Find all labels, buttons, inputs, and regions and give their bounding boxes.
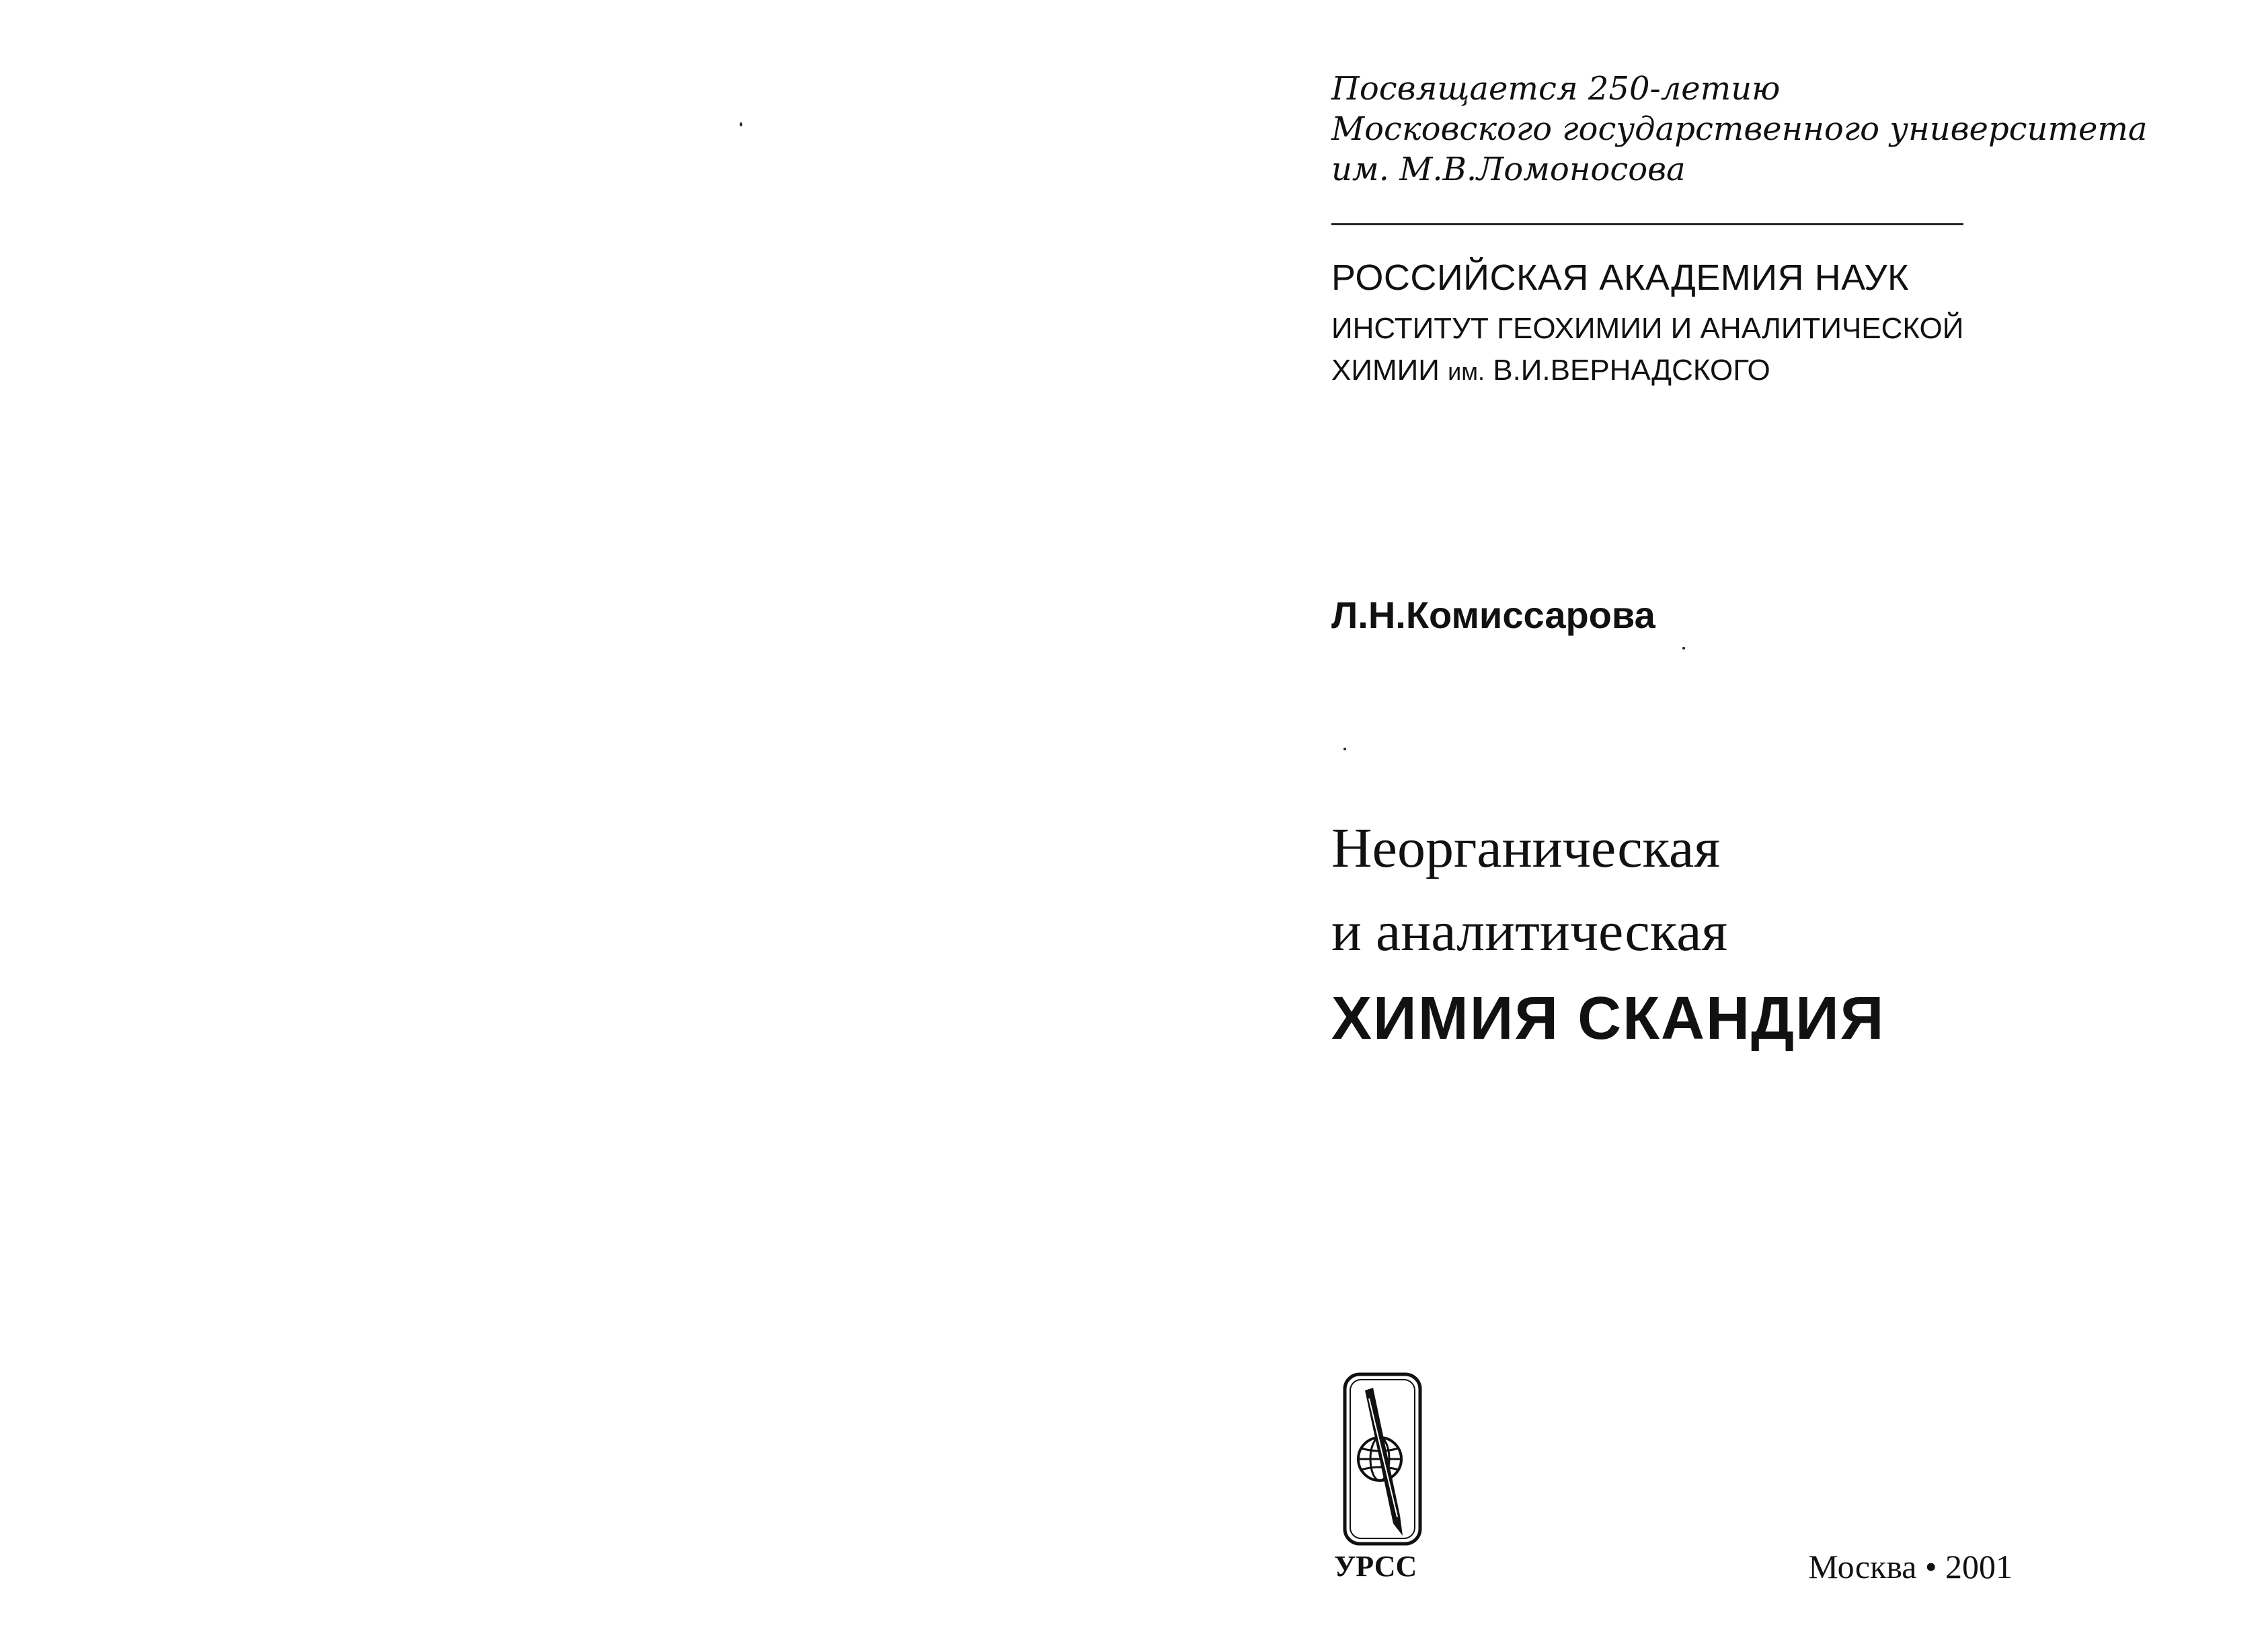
- author-name: Л.Н.Комиссарова: [1331, 594, 1655, 636]
- academy-name: РОССИЙСКАЯ АКАДЕМИЯ НАУК: [1331, 258, 1909, 298]
- book-title: ХИМИЯ СКАНДИЯ: [1331, 985, 1885, 1052]
- imprint: [1808, 1546, 2013, 1587]
- imprint-city: Москва: [1808, 1548, 1917, 1585]
- title-page: [1132, 0, 2264, 1652]
- scan-speck: [1343, 748, 1346, 750]
- subtitle-line-2: и аналитическая: [1331, 900, 1728, 963]
- imprint-year: 2001: [1945, 1548, 2013, 1585]
- dedication: [1331, 69, 2148, 190]
- pen-globe-logo-icon: [1342, 1372, 1423, 1546]
- institute-line-2-b: им.: [1448, 358, 1485, 385]
- subtitle-line-1: Неорганическая: [1331, 817, 1720, 879]
- scan-speck: [1682, 647, 1685, 650]
- dedication-line-1: Посвящается 250-летию: [1331, 70, 1781, 108]
- institute-line-2-c: В.И.ВЕРНАДСКОГО: [1493, 354, 1770, 387]
- divider-rule: [1331, 223, 1963, 225]
- institute-line-1: ИНСТИТУТ ГЕОХИМИИ И АНАЛИТИЧЕСКОЙ: [1331, 312, 1964, 345]
- dedication-line-2: Московского государственного университета: [1331, 110, 2148, 148]
- institute-line-2-a: ХИМИИ: [1331, 354, 1440, 387]
- publisher-name: УРСС: [1334, 1550, 1417, 1583]
- institute-line-2: [1331, 350, 1963, 393]
- scan-speck: [740, 122, 742, 126]
- book-subtitle: [1331, 807, 1727, 974]
- imprint-separator: •: [1924, 1548, 1937, 1585]
- dedication-line-3: им. М.В.Ломоносова: [1331, 151, 1686, 188]
- institute-name: [1331, 308, 1963, 393]
